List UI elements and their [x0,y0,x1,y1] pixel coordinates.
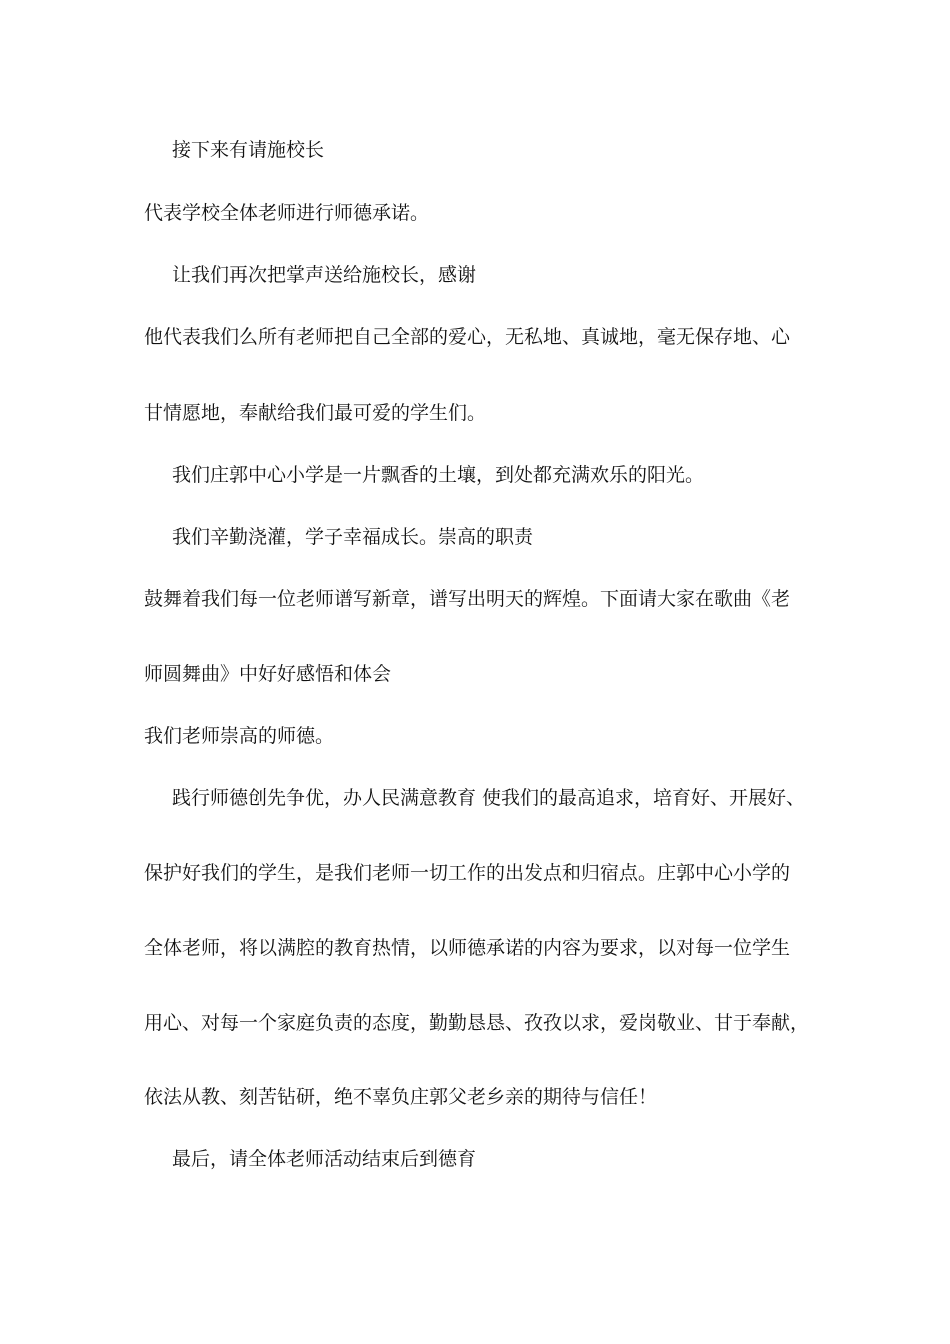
paragraph-line: 代表学校全体老师进行师德承诺。 [144,202,430,224]
paragraph-line: 用心、对每一个家庭负责的态度，勤勤恳恳、孜孜以求，爱岗敬业、甘于奉献， [144,1012,810,1034]
paragraph-line: 依法从教、刻苦钻研，绝不辜负庄郭父老乡亲的期待与信任！ [144,1086,658,1108]
paragraph-line: 接下来有请施校长 [172,139,325,161]
paragraph-line: 最后，请全体老师活动结束后到德育 [172,1148,477,1170]
paragraph-line: 他代表我们么所有老师把自己全部的爱心，无私地、真诚地，毫无保存地、心 [144,326,791,348]
paragraph-line: 师圆舞曲》中好好感悟和体会 [144,663,392,685]
paragraph-line: 我们庄郭中心小学是一片飘香的土壤，到处都充满欢乐的阳光。 [172,464,705,486]
paragraph-line: 让我们再次把掌声送给施校长，感谢 [172,264,477,286]
paragraph-line: 践行师德创先争优，办人民满意教育 使我们的最高追求，培育好、开展好、 [172,787,806,809]
paragraph-line: 鼓舞着我们每一位老师谱写新章，谱写出明天的辉煌。下面请大家在歌曲《老 [144,588,791,610]
paragraph-line: 全体老师，将以满腔的教育热情，以师德承诺的内容为要求，以对每一位学生 [144,937,791,959]
paragraph-line: 甘情愿地，奉献给我们最可爱的学生们。 [144,402,487,424]
paragraph-line: 保护好我们的学生，是我们老师一切工作的出发点和归宿点。庄郭中心小学的 [144,862,791,884]
paragraph-line: 我们辛勤浇灌，学子幸福成长。崇高的职责 [172,526,534,548]
paragraph-line: 我们老师崇高的师德。 [144,725,335,747]
